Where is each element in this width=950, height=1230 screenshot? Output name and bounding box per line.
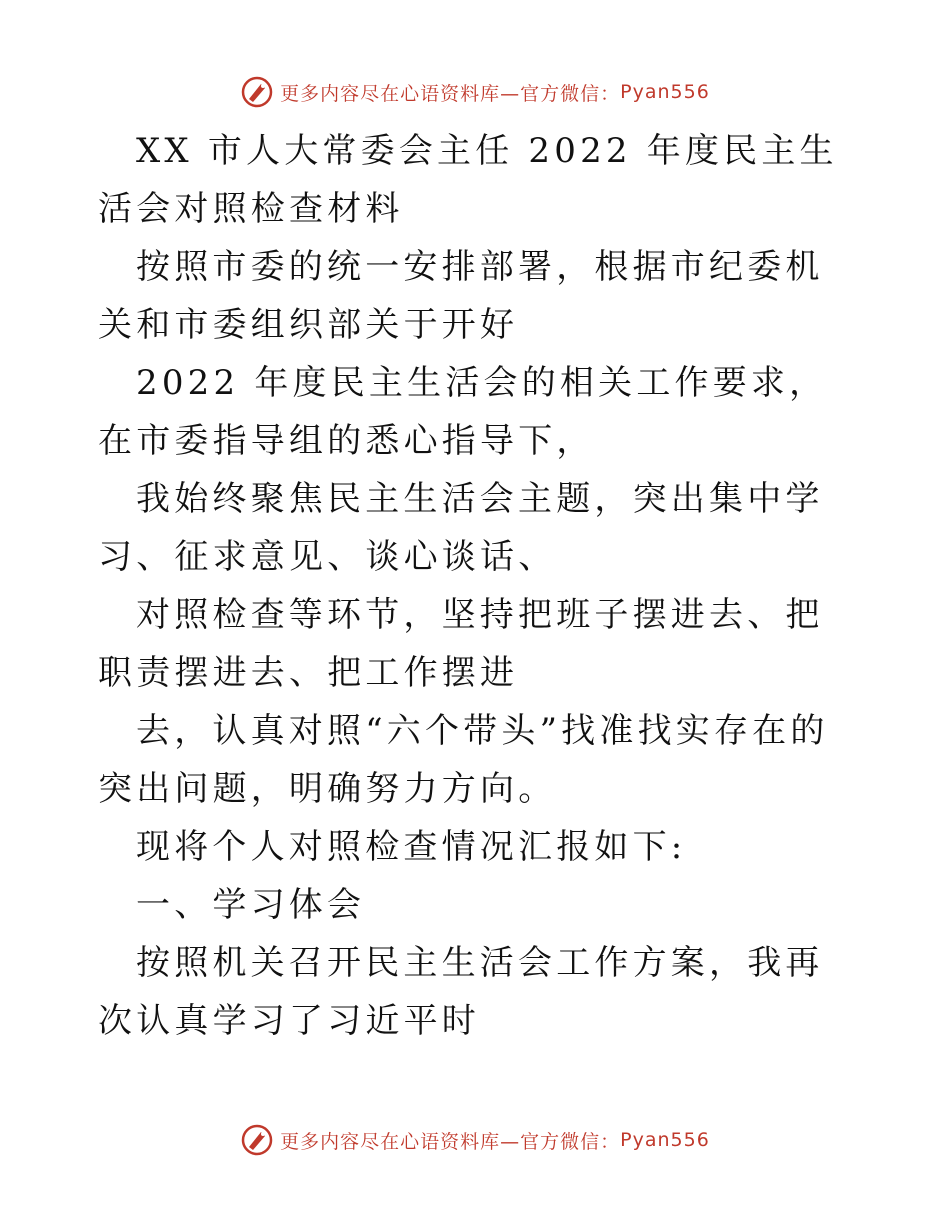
watermark-text: 更多内容尽在心语资料库—官方微信：: [280, 1130, 621, 1153]
paragraph: 2022 年度民主生活会的相关工作要求，在市委指导组的悉心指导下，: [98, 363, 828, 461]
watermark-wechat-id: Pyan556: [620, 1129, 710, 1151]
paragraph: 我始终聚焦民主生活会主题，突出集中学习、征求意见、谈心谈话、: [98, 479, 824, 577]
section-heading: 一、学习体会: [136, 885, 366, 925]
paragraph: 去，认真对照“六个带头”找准找实存在的突出问题，明确努力方向。: [98, 711, 829, 809]
document-body: [98, 122, 856, 1050]
document-title: XX 市人大常委会主任 2022 年度民主生活会对照检查材料: [98, 131, 838, 229]
watermark-text: 更多内容尽在心语资料库—官方微信：: [280, 82, 621, 105]
watermark-banner-top: [0, 72, 950, 112]
paragraph: 按照市委的统一安排部署，根据市纪委机关和市委组织部关于开好: [98, 247, 824, 345]
paragraph: 现将个人对照检查情况汇报如下:: [136, 827, 687, 867]
red-circular-logo-icon: [240, 1123, 274, 1157]
watermark-wechat-id: Pyan556: [620, 81, 710, 103]
watermark-banner-bottom: [0, 1120, 950, 1160]
paragraph: 按照机关召开民主生活会工作方案，我再次认真学习了习近平时: [98, 943, 824, 1041]
paragraph: 对照检查等环节，坚持把班子摆进去、把职责摆进去、把工作摆进: [98, 595, 824, 693]
red-circular-logo-icon: [240, 75, 274, 109]
